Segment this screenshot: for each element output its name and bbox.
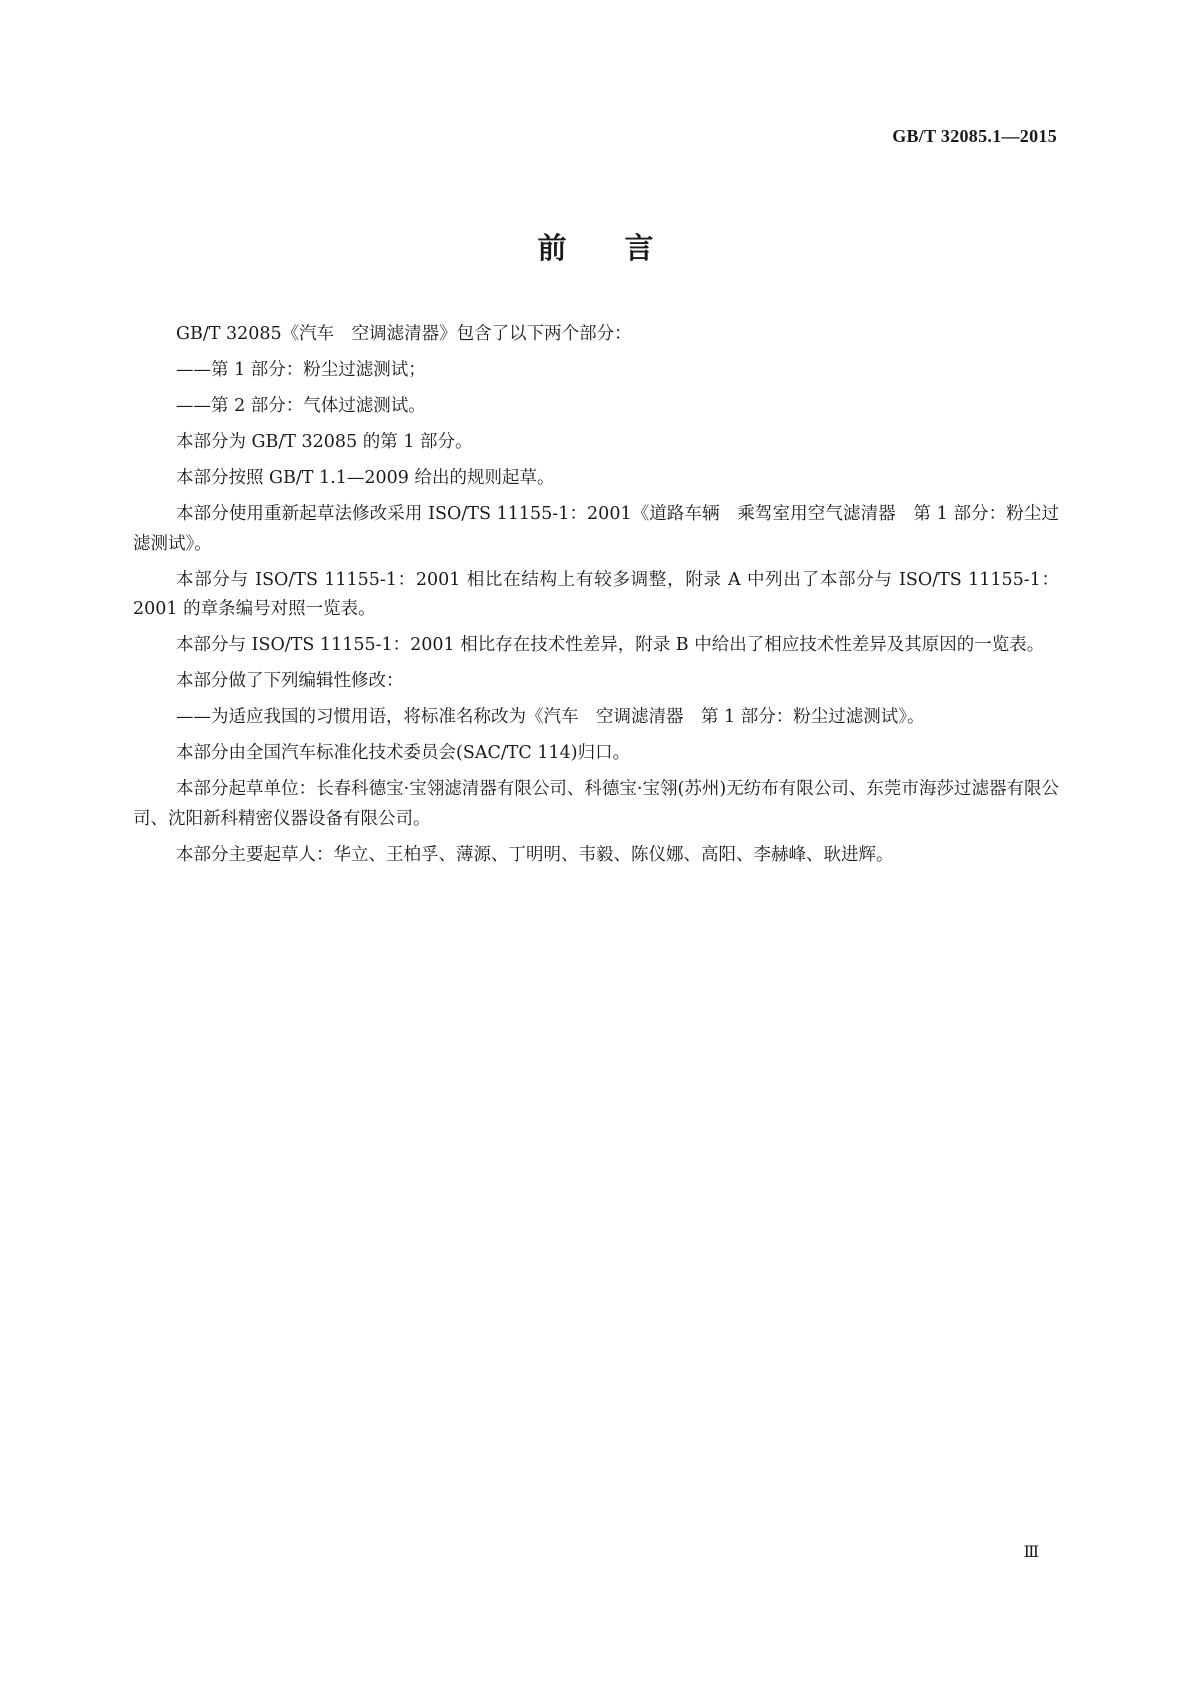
document-code: GB/T 32085.1—2015 [892, 126, 1057, 146]
paragraph: 本部分使用重新起草法修改采用 ISO/TS 11155-1：2001《道路车辆 乘驾室用空气滤清器 第 1 部分：粉尘过滤测试》。 [133, 504, 1059, 554]
title-char-1: 前 [537, 231, 567, 265]
page-number: Ⅲ [1023, 1544, 1039, 1561]
paragraph: 本部分按照 GB/T 1.1—2009 给出的规则起草。 [176, 468, 555, 488]
foreword-body [133, 320, 1059, 877]
paragraph: 本部分由全国汽车标准化技术委员会(SAC/TC 114)归口。 [176, 743, 631, 763]
page-title [0, 226, 1191, 267]
list-item: ——为适应我国的习惯用语，将标准名称改为《汽车 空调滤清器 第 1 部分：粉尘过滤测试》。 [176, 707, 925, 727]
paragraph: 本部分与 ISO/TS 11155-1：2001 相比在结构上有较多调整，附录 A 中列出了本部分与 ISO/TS 11155-1：2001 的章条编号对照一览表。 [133, 569, 1059, 619]
list-item: ——第 1 部分：粉尘过滤测试； [176, 360, 426, 380]
paragraph: 本部分为 GB/T 32085 的第 1 部分。 [176, 432, 473, 452]
paragraph: 本部分与 ISO/TS 11155-1：2001 相比存在技术性差异，附录 B 中给出了相应技术性差异及其原因的一览表。 [176, 635, 1045, 655]
paragraph: 本部分做了下列编辑性修改： [176, 671, 404, 691]
paragraph: GB/T 32085《汽车 空调滤清器》包含了以下两个部分： [176, 324, 632, 344]
title-char-2: 言 [624, 231, 654, 265]
paragraph: 本部分主要起草人：华立、王柏孚、薄源、丁明明、韦毅、陈仪娜、高阳、李赫峰、耿进辉。 [176, 844, 894, 865]
paragraph: 本部分起草单位：长春科德宝·宝翎滤清器有限公司、科德宝·宝翎(苏州)无纺布有限公司、东莞市海莎过滤器有限公司、沈阳新科精密仪器设备有限公司。 [133, 779, 1059, 829]
list-item: ——第 2 部分：气体过滤测试。 [176, 396, 426, 416]
